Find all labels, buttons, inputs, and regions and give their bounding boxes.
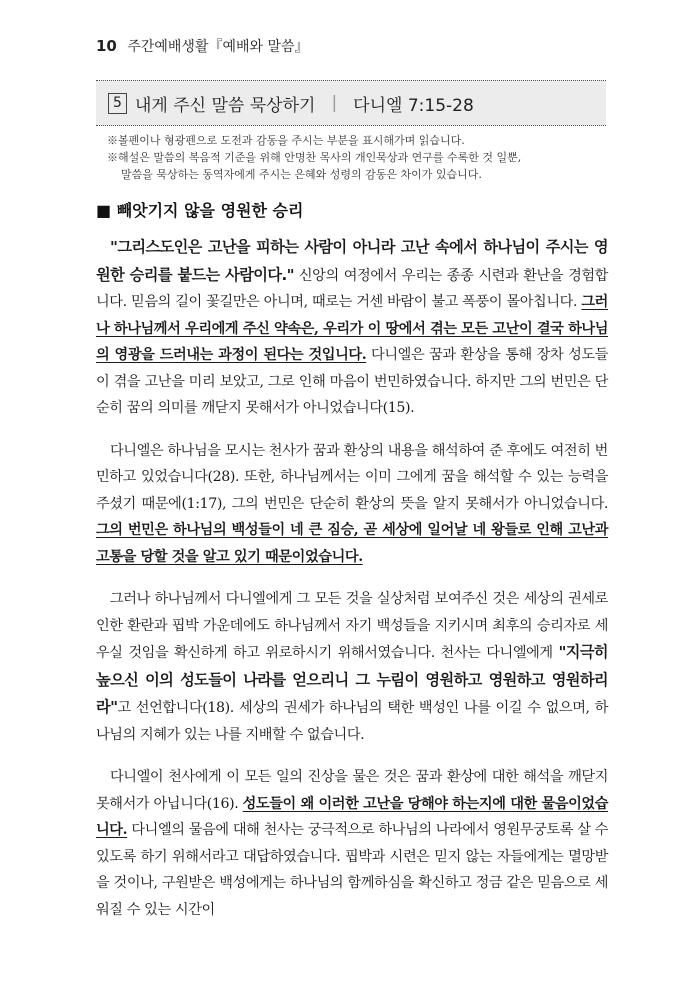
note-line: ※해설은 말씀의 복음적 기준을 위해 안명찬 목사의 개인묵상과 연구를 수록한 것 일뿐, xyxy=(107,151,522,164)
section-title-bar xyxy=(96,80,606,126)
quote-emphasis: "지극히 높으신 이의 성도들이 나라를 얻으리니 그 누림이 영원하고 영원하고 영원하리라" xyxy=(96,643,608,716)
text-run: 고 선언합니다(18). 세상의 권세가 하나님의 택한 백성인 나를 이길 수 없으며, 하나님의 지혜가 있는 나를 지배할 수 없습니다. xyxy=(96,700,608,743)
text-run: 다니엘은 꿈과 환상을 통해 장차 성도들이 겪을 고난을 미리 보았고, 그로 인해 마음이 번민하였습니다. 하지만 그의 번민은 단순히 꿈의 의미를 깨닫지 못해서가 아니었습니다(15). xyxy=(96,347,609,416)
paragraph xyxy=(96,438,608,571)
publication-title: 주간예배생활『예배와 말씀』 xyxy=(127,39,309,55)
text-run: 다니엘은 하나님을 모시는 천사가 꿈과 환상의 내용을 해석하여 준 후에도 여전히 번민하고 있었습니다(28). 또한, 하나님께서는 이미 그에게 꿈을 해석할 수 있는 능력을 주셨기 때문에(1:17), 그의 번민은 단순히 환상의 뜻을 알지 못해서가 아니었습니다. xyxy=(96,442,608,512)
section-title: 내게 주신 말씀 묵상하기 xyxy=(135,95,316,116)
text-run: 그러나 하나님께서 다니엘에게 그 모든 것을 실상처럼 보여주신 것은 세상의 권세로 인한 환란과 핍박 가운데에도 하나님께서 자기 백성들을 지키시며 최후의 승리자로 세우실 것임을 확신하게 하고 위로하시기 위해서였습니다. 천사는 다니엘에게 xyxy=(96,591,608,661)
underlined-text: 그러나 하나님께서 우리에게 주신 약속은, 우리가 이 땅에서 겪는 모든 고난이 결국 하나님의 영광을 드러내는 과정이 된다는 것입니다. xyxy=(96,294,608,363)
reading-notes xyxy=(107,132,607,183)
paragraph xyxy=(96,234,608,422)
quote-emphasis: "그리스도인은 고난을 피하는 사람이 아니라 고난 속에서 하나님이 주시는 영원한 승리를 붙드는 사람이다." xyxy=(96,238,608,284)
note-line: 말씀을 묵상하는 동역자에게 주시는 은혜와 성령의 감동은 차이가 있습니다. xyxy=(121,168,482,181)
text-run: 신앙의 여정에서 우리는 종종 시련과 환난을 경험합니다. 믿음의 길이 꽃길만은 아니며, 때로는 거센 바람이 불고 폭풍이 몰아칩니다. xyxy=(96,267,608,310)
text-run: 다니엘의 물음에 대해 천사는 궁극적으로 하나님의 나라에서 영원무궁토록 살 수 있도록 하기 위해서라고 대답하였습니다. 핍박과 시련은 믿지 않는 자들에게는 멸망받을 것이나, 구원받은 백성에게는 하나님의 함께하심을 확신하고 정금 같은 믿음으로 세워질 수 있는 시간이 xyxy=(96,822,608,918)
text-run: 다니엘이 천사에게 이 모든 일의 진상을 물은 것은 꿈과 환상에 대한 해석을 깨닫지 못해서가 아닙니다(16). xyxy=(96,769,608,812)
underlined-text: 성도들이 왜 이러한 고난을 당해야 하는지에 대한 물음이었습니다. xyxy=(96,795,609,838)
section-separator: | xyxy=(331,93,338,113)
article-body xyxy=(96,234,608,939)
paragraph xyxy=(96,586,608,748)
scripture-reference: 다니엘 7:15-28 xyxy=(353,95,474,116)
subheading: ■ 빼앗기지 않을 영원한 승리 xyxy=(96,201,304,220)
underlined-text: 그의 번민은 하나님의 백성들이 네 큰 짐승, 곧 세상에 일어날 네 왕들로 인해 고난과 고통을 당할 것을 알고 있기 때문이었습니다. xyxy=(96,522,608,565)
section-number: 5 xyxy=(108,93,127,114)
note-line: ※볼펜이나 형광펜으로 도전과 감동을 주시는 부분을 표시해가며 읽습니다. xyxy=(107,134,465,147)
page-number: 10 xyxy=(96,37,117,55)
paragraph xyxy=(96,764,608,923)
running-header xyxy=(96,36,309,56)
